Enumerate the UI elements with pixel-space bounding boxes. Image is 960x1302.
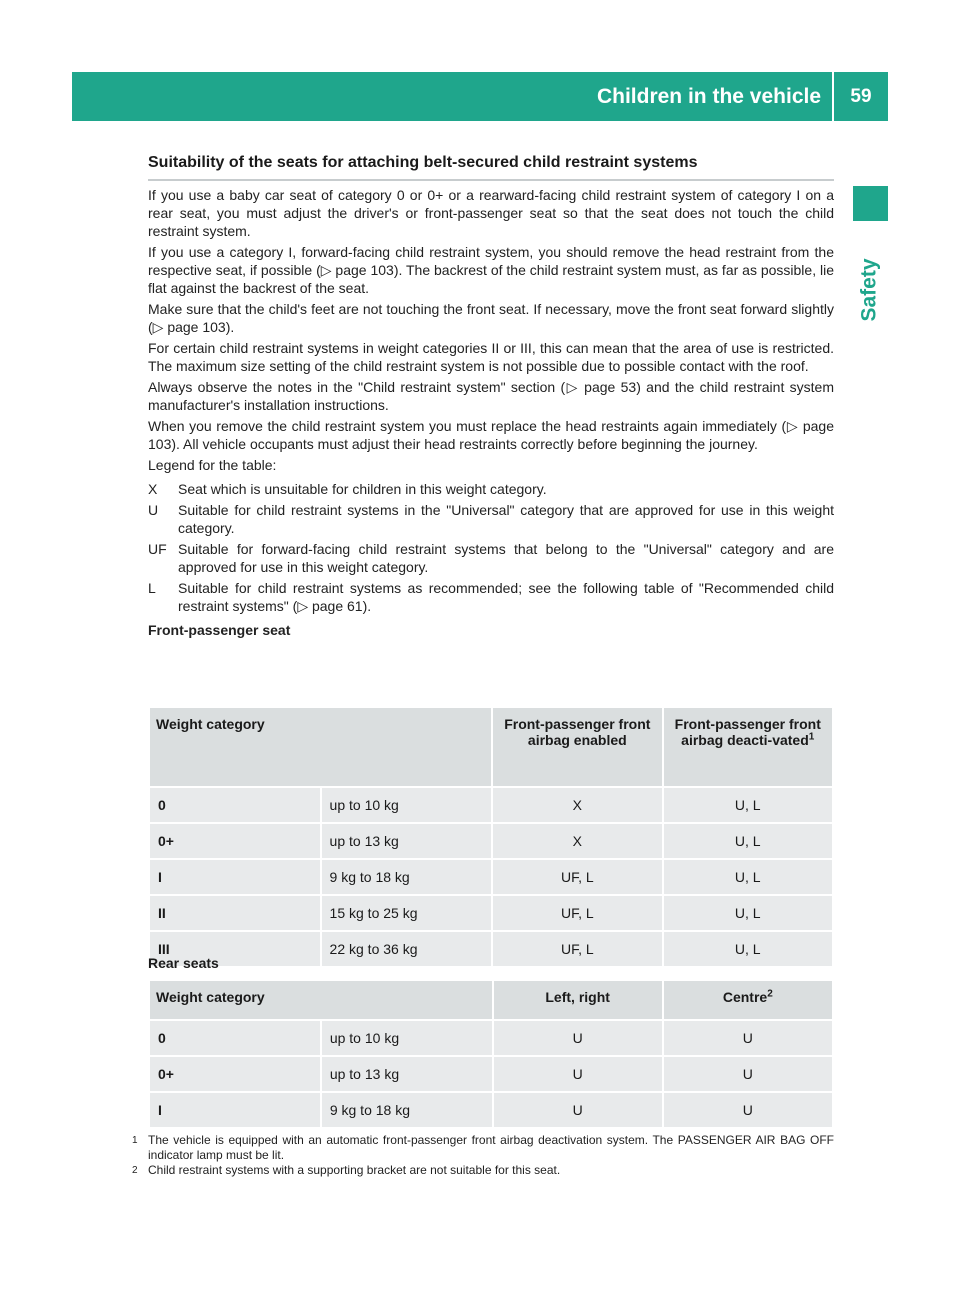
table-header-row bbox=[150, 981, 832, 1019]
cell-deactivated: U, L bbox=[664, 824, 832, 858]
legend-key: L bbox=[148, 580, 156, 596]
legend-desc: Seat which is unsuitable for children in this weight category. bbox=[178, 481, 547, 497]
cell-centre: U bbox=[664, 1021, 832, 1055]
col-airbag-enabled: Front-passenger front airbag enabled bbox=[493, 708, 661, 786]
rear-seats-table bbox=[148, 979, 834, 1129]
body-text bbox=[148, 186, 834, 642]
table-row bbox=[150, 896, 832, 930]
cell-enabled: UF, L bbox=[493, 860, 661, 894]
footnote bbox=[132, 1133, 834, 1163]
cell-enabled: X bbox=[493, 788, 661, 822]
legend-desc: Suitable for child restraint systems as recommended; see the following table of "Recommended child restraint systems" (▷ page 61). bbox=[178, 580, 834, 614]
side-section-label-text: Safety bbox=[858, 258, 881, 322]
table-header-row bbox=[150, 708, 832, 786]
table-row bbox=[150, 860, 832, 894]
legend-key: U bbox=[148, 502, 159, 518]
cell-left-right: U bbox=[494, 1057, 662, 1091]
table-row bbox=[150, 1057, 832, 1091]
cell-weight: 22 kg to 36 kg bbox=[322, 932, 492, 966]
cell-category: II bbox=[150, 896, 320, 930]
cell-category: 0+ bbox=[150, 1057, 320, 1091]
cell-deactivated: U, L bbox=[664, 896, 832, 930]
cell-category: I bbox=[150, 860, 320, 894]
paragraph: If you use a baby car seat of category 0 or 0+ or a rearward-facing child restraint system of category I on a rear seat, you must adjust the driver's or front-passenger seat so that the seat does not touch the child restraint system. bbox=[148, 187, 834, 239]
cell-weight: 9 kg to 18 kg bbox=[322, 860, 492, 894]
cell-category: 0 bbox=[150, 788, 320, 822]
paragraph: For certain child restraint systems in weight categories II or III, this can mean that the area of use is restricted. The maximum size setting of the child restraint system is not possible due to possible contact with the roof. bbox=[148, 340, 834, 374]
table-row bbox=[150, 824, 832, 858]
footnote bbox=[132, 1163, 834, 1178]
cell-category: III bbox=[150, 932, 320, 966]
page-number: 59 bbox=[850, 85, 872, 107]
cell-category: 0+ bbox=[150, 824, 320, 858]
legend-key: X bbox=[148, 481, 158, 497]
legend-desc: Suitable for forward-facing child restraint systems that belong to the "Universal" category and are approved for use in this weight category. bbox=[178, 541, 834, 575]
cell-enabled: UF, L bbox=[493, 896, 661, 930]
cell-enabled: X bbox=[493, 824, 661, 858]
footnotes bbox=[132, 1133, 834, 1178]
cell-weight: 9 kg to 18 kg bbox=[322, 1093, 492, 1127]
table-row bbox=[150, 932, 832, 966]
cell-weight: up to 10 kg bbox=[322, 1021, 492, 1055]
cell-deactivated: U, L bbox=[664, 788, 832, 822]
cell-weight: up to 13 kg bbox=[322, 824, 492, 858]
legend-item bbox=[148, 540, 834, 576]
front-passenger-table bbox=[148, 706, 834, 968]
col-left-right: Left, right bbox=[494, 981, 662, 1019]
col-airbag-deactivated bbox=[664, 708, 832, 786]
cell-deactivated: U, L bbox=[664, 932, 832, 966]
col-weight-category: Weight category bbox=[150, 708, 491, 786]
legend-item bbox=[148, 501, 834, 537]
cell-weight: 15 kg to 25 kg bbox=[322, 896, 492, 930]
footnote-ref-2: 2 bbox=[767, 988, 773, 1000]
col-centre bbox=[664, 981, 832, 1019]
cell-left-right: U bbox=[494, 1021, 662, 1055]
cell-weight: up to 10 kg bbox=[322, 788, 492, 822]
chapter-title: Children in the vehicle bbox=[596, 84, 822, 108]
footnote-number: 1 bbox=[132, 1135, 138, 1146]
table-row bbox=[150, 1021, 832, 1055]
side-tab-marker bbox=[853, 186, 888, 221]
legend-key: UF bbox=[148, 541, 167, 557]
col-weight-category: Weight category bbox=[150, 981, 492, 1019]
cell-enabled: UF, L bbox=[493, 932, 661, 966]
col-airbag-deactivated-label: Front-passenger front airbag deacti-vated bbox=[674, 716, 821, 748]
legend-item bbox=[148, 480, 834, 498]
side-section-label bbox=[852, 240, 888, 340]
cell-category: 0 bbox=[150, 1021, 320, 1055]
cell-deactivated: U, L bbox=[664, 860, 832, 894]
legend-desc: Suitable for child restraint systems in the "Universal" category that are approved for use in this weight category. bbox=[178, 502, 834, 536]
cell-centre: U bbox=[664, 1093, 832, 1127]
table-row bbox=[150, 788, 832, 822]
cell-weight: up to 13 kg bbox=[322, 1057, 492, 1091]
cell-left-right: U bbox=[494, 1093, 662, 1127]
table-row bbox=[150, 1093, 832, 1127]
cell-category: I bbox=[150, 1093, 320, 1127]
front-table-heading: Front-passenger seat bbox=[148, 622, 291, 638]
footnote-text: Child restraint systems with a supporting bracket are not suitable for this seat. bbox=[148, 1163, 561, 1177]
cell-centre: U bbox=[664, 1057, 832, 1091]
col-centre-label: Centre bbox=[722, 989, 768, 1005]
footnote-ref-1: 1 bbox=[808, 731, 815, 743]
footnote-number: 2 bbox=[132, 1165, 138, 1176]
paragraph: Always observe the notes in the "Child restraint system" section (▷ page 53) and the child restraint system manufacturer's installation instructions. bbox=[148, 379, 834, 413]
legend-item bbox=[148, 579, 834, 615]
section-title: Suitability of the seats for attaching belt-secured child restraint systems bbox=[148, 154, 834, 181]
paragraph: Make sure that the child's feet are not touching the front seat. If necessary, move the front seat forward slightly (▷ page 103). bbox=[148, 301, 834, 335]
footnote-text: The vehicle is equipped with an automatic front-passenger front airbag deactivation system. The PASSENGER AIR BAG OFF indicator lamp must be lit. bbox=[148, 1133, 834, 1162]
paragraph: Legend for the table: bbox=[148, 457, 277, 473]
paragraph: If you use a category I, forward-facing child restraint system, you should remove the head restraint from the respective seat, if possible (▷ page 103). The backrest of the child restraint system must, as far as possible, lie flat against the backrest of the seat. bbox=[148, 244, 834, 296]
paragraph: When you remove the child restraint system you must replace the head restraints again immediately (▷ page 103). All vehicle occupants must adjust their head restraints correctly before beginning the journey. bbox=[148, 418, 834, 452]
rear-table-heading: Rear seats bbox=[148, 955, 219, 971]
